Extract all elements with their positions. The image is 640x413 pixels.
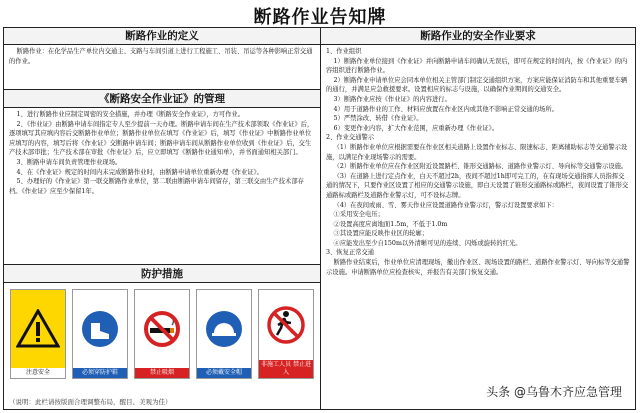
safety-warning-icon xyxy=(11,290,65,368)
protective-shoes-icon xyxy=(73,290,127,368)
requirement-paragraph: 5）严禁涂改、转借《作业证》。 xyxy=(333,115,423,123)
sign-caption: 注意安全 xyxy=(11,368,65,378)
requirement-paragraph: 3、恢复正常交通 xyxy=(326,249,375,257)
requirement-paragraph: 1）断路作业单位接到《作业证》并向断路申请车间确认无误后，即可在规定的时间内，按《作业证》的内容组织进行断路作业。 xyxy=(326,57,628,75)
sign-caption: 必须穿防护鞋 xyxy=(73,368,127,378)
page-title: 断路作业告知牌 xyxy=(253,7,387,28)
requirement-paragraph: 4）用于道路作业的工作、材料应放置在作业区内或其他不影响正常交通的场所。 xyxy=(333,105,558,113)
no-entry-icon xyxy=(259,290,313,360)
management-paragraph: 4、在《作业证》规定的时间内未完成断路作业时，由断路申请单位重新办理《作业证》。 xyxy=(16,168,263,176)
management-paragraph: 3、断路申请车间负责管理作业现场。 xyxy=(16,158,122,166)
definition-section xyxy=(4,45,320,89)
notice-board xyxy=(3,27,636,410)
requirement-paragraph: （3）在道路上进行定点作业，白天不超过2h，夜间不超过1h即可完工的，在有现场交通指挥人员指挥交通的情况下，只要作业区设置了相应的交通警示设施，即白天设置了锥形交通路标或路栏，夜间设置了锥形交通路标或路栏及道路作业警示灯，可不设标志牌。 xyxy=(326,172,629,199)
requirement-paragraph: ②设置高度应离地面1.5m，不低于1.0m xyxy=(333,220,448,228)
requirement-paragraph: （1）断路作业单位应根据需要在作业区相关道路上设置作业标志、限速标志、距离辅助标志等交通警示设施，以满足作业现场警示的需要。 xyxy=(326,143,628,161)
requirement-paragraph: 6）变更作业内容，扩大作业范围，应重新办理《作业证》。 xyxy=(333,124,499,132)
requirement-paragraph: 1、作业组织 xyxy=(326,48,362,55)
protection-signs xyxy=(4,283,320,379)
management-paragraph: 2、《作业证》由断路申请车间指定专人至少提前一天办理。断路申请车间在生产技术部领取《作业证》后，逐项填写其应填内容后交断路作业单位；断路作业单位在填写《作业证》后，填写《作业证》中断路作业单位应填写的内容，填写后将《作业证》交断路申请车间；断路申请车间从断路作业单位收到《作业证》后，交生产技术部审批；生产技术部在审批《作业证》后，应立即填写《断路作业通知单》，并书面通知相关部门。 xyxy=(9,120,314,157)
watermark: 头条 @乌鲁木齐应急管理 xyxy=(483,382,625,401)
no-entry-sign xyxy=(258,289,314,379)
left-column xyxy=(4,28,321,409)
right-column xyxy=(321,28,635,409)
protection-header: 防护措施 xyxy=(4,264,320,283)
definition-text: 断路作业：在化学品生产单位内交通主、支路与车间引道上进行工程施工、吊装、吊运等各种影响正常交通的作业。 xyxy=(9,48,313,65)
management-header: 《断路安全作业证》的管理 xyxy=(4,89,320,108)
no-smoking-icon xyxy=(135,290,189,368)
requirements-header: 断路作业的安全作业要求 xyxy=(321,28,635,45)
management-paragraph: 5、办理好的《作业证》第一联交断路作业单位，第二联由断路申请车间留存，第三联交由生产技术部存档。《作业证》应至少保留1年。 xyxy=(9,178,304,195)
safety-warning-sign xyxy=(10,289,66,379)
management-paragraph: 1、进行断路作业应制定周密的安全措施，并办理《断路安全作业证》，方可作业。 xyxy=(16,111,245,118)
safety-helmet-icon xyxy=(197,290,251,368)
safety-helmet-sign xyxy=(196,289,252,379)
sign-caption: 必须戴安全帽 xyxy=(197,368,251,378)
requirements-section xyxy=(321,45,635,279)
requirement-paragraph: （4）在夜间或雨、雪、雾天作业应设置道路作业警示灯，警示灯设置要求如下： xyxy=(333,201,558,209)
requirement-paragraph: ④应能发出至少自150m以外清晰可见的连续、闪烁或旋转的红光。 xyxy=(333,239,522,247)
requirement-paragraph: ③其设置应能反映作业区的轮廓； xyxy=(333,230,428,238)
requirement-paragraph: 3）断路作业应按《作业证》的内容进行。 xyxy=(333,95,451,103)
protective-shoes-sign xyxy=(72,289,128,379)
requirement-paragraph: 2、作业交通警示 xyxy=(326,134,375,142)
layout-note: （说明：此栏请按版面合理调整布局，醒目、美观为佳） xyxy=(9,398,172,406)
requirement-paragraph: ①采用安全电压； xyxy=(333,211,384,219)
requirement-paragraph: 2）断路作业申请单位应会同本单位相关主管部门制定交通组织方案，方案应能保证消防车和其他重要车辆的通行，并满足应急救援要求。设置相应的标志与设施，以确保作业期间的交通安全。 xyxy=(326,76,628,94)
requirement-paragraph: （2）断路作业单位应在作业区附近设置路栏、锥形交通路标、道路作业警示灯、导向标等交通警示设施。 xyxy=(333,163,628,171)
sign-caption: 禁止吸烟 xyxy=(135,368,189,378)
sign-caption: 非施工人员 禁止进入 xyxy=(259,360,313,378)
no-smoking-sign xyxy=(134,289,190,379)
requirement-paragraph: 断路作业结束后，作业单位应清理现场，撤出作业区、现场设置的路栏、道路作业警示灯、导向标等交通警示设施。申请断路单位应检查核实，并报告有关部门恢复交通。 xyxy=(326,259,630,276)
management-section xyxy=(4,108,320,264)
definition-header: 断路作业的定义 xyxy=(4,28,320,45)
